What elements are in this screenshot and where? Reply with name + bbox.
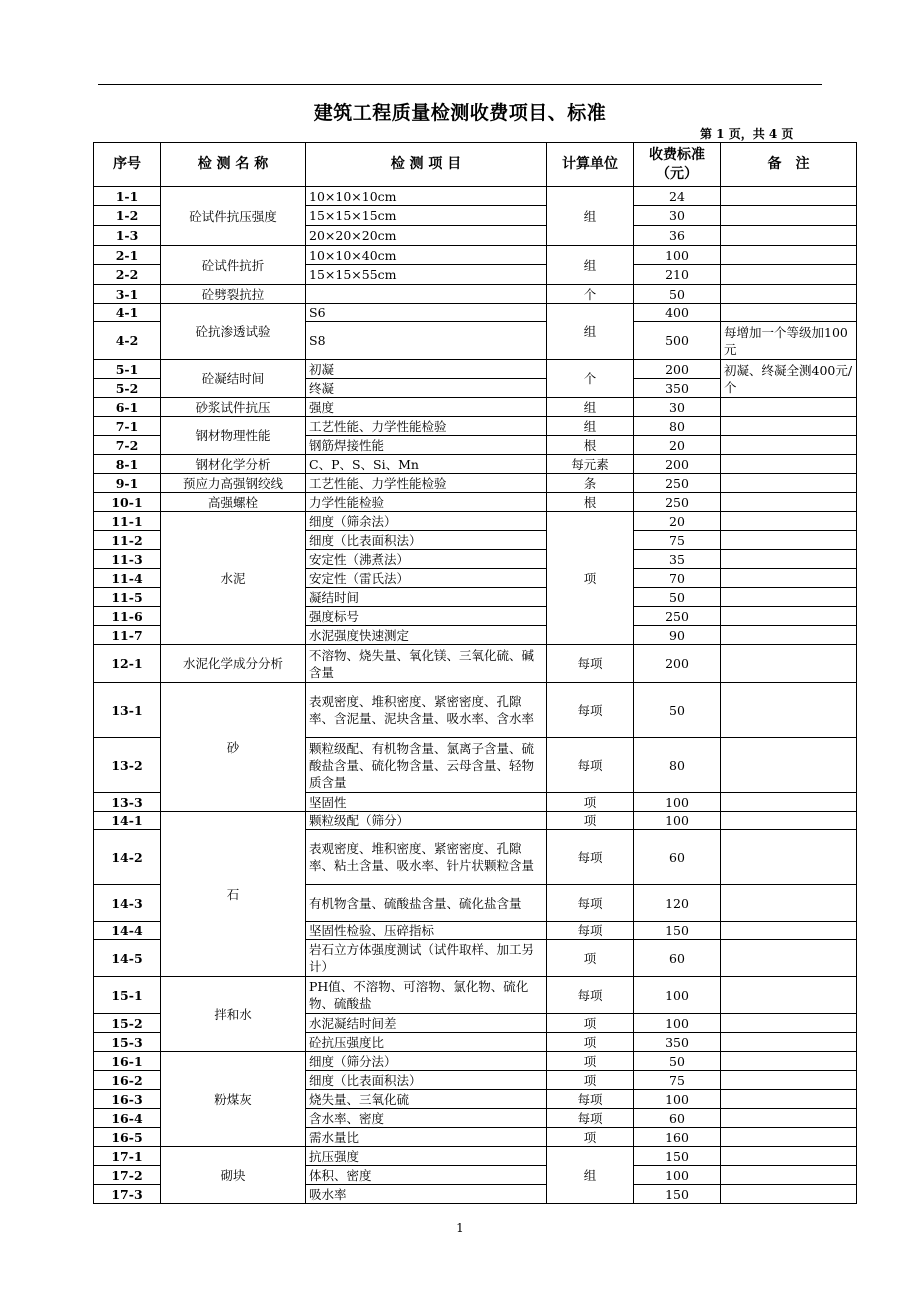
row-seq: 5-2 <box>94 379 161 398</box>
table-row <box>94 360 857 379</box>
table-row <box>94 304 857 322</box>
fee-value: 50 <box>634 285 721 304</box>
test-item <box>306 285 547 304</box>
fee-value: 100 <box>634 977 721 1014</box>
fee-value: 60 <box>634 1109 721 1128</box>
row-seq: 14-3 <box>94 885 161 922</box>
fee-value: 80 <box>634 417 721 436</box>
row-seq: 7-1 <box>94 417 161 436</box>
fee-value: 20 <box>634 436 721 455</box>
row-seq: 15-3 <box>94 1033 161 1052</box>
fee-value: 24 <box>634 187 721 206</box>
row-seq: 4-2 <box>94 322 161 360</box>
calc-unit: 每项 <box>547 683 634 738</box>
test-item: 安定性（沸煮法） <box>306 550 547 569</box>
row-seq: 17-2 <box>94 1166 161 1185</box>
row-seq: 11-5 <box>94 588 161 607</box>
fee-value: 200 <box>634 455 721 474</box>
note-cell <box>721 645 857 683</box>
fee-value: 75 <box>634 1071 721 1090</box>
row-seq: 16-1 <box>94 1052 161 1071</box>
note-cell <box>721 531 857 550</box>
calc-unit: 项 <box>547 812 634 830</box>
calc-unit: 每项 <box>547 977 634 1014</box>
test-name: 砼试件抗折 <box>161 246 306 285</box>
fee-value: 500 <box>634 322 721 360</box>
test-item: 颗粒级配、有机物含量、氯离子含量、硫酸盐含量、硫化物含量、云母含量、轻物质含量 <box>306 738 547 793</box>
row-seq: 14-4 <box>94 922 161 940</box>
row-seq: 11-2 <box>94 531 161 550</box>
row-seq: 9-1 <box>94 474 161 493</box>
calc-unit: 条 <box>547 474 634 493</box>
test-name: 砂 <box>161 683 306 812</box>
test-item: 体积、密度 <box>306 1166 547 1185</box>
test-item: 15×15×15cm <box>306 206 547 226</box>
row-seq: 11-3 <box>94 550 161 569</box>
test-item: 20×20×20cm <box>306 226 547 246</box>
table-row <box>94 512 857 531</box>
test-item: S8 <box>306 322 547 360</box>
row-seq: 16-3 <box>94 1090 161 1109</box>
note-cell <box>721 1071 857 1090</box>
test-item: 颗粒级配（筛分） <box>306 812 547 830</box>
table-row <box>94 812 857 830</box>
calc-unit: 组 <box>547 417 634 436</box>
test-item: 岩石立方体强度测试（试件取样、加工另计） <box>306 940 547 977</box>
calc-unit: 每项 <box>547 830 634 885</box>
row-seq: 11-6 <box>94 607 161 626</box>
test-name: 水泥化学成分分析 <box>161 645 306 683</box>
test-item: 坚固性 <box>306 793 547 812</box>
test-item: 需水量比 <box>306 1128 547 1147</box>
note-cell <box>721 226 857 246</box>
note-cell: 初凝、终凝全测400元/个 <box>721 360 857 398</box>
test-name: 砼试件抗压强度 <box>161 187 306 246</box>
note-cell <box>721 1052 857 1071</box>
fee-value: 30 <box>634 398 721 417</box>
row-seq: 11-7 <box>94 626 161 645</box>
note-cell <box>721 512 857 531</box>
row-seq: 1-3 <box>94 226 161 246</box>
test-name: 砂浆试件抗压 <box>161 398 306 417</box>
note-cell <box>721 206 857 226</box>
test-item: 力学性能检验 <box>306 493 547 512</box>
test-item: 水泥凝结时间差 <box>306 1014 547 1033</box>
note-cell <box>721 1166 857 1185</box>
row-seq: 14-5 <box>94 940 161 977</box>
test-item: 工艺性能、力学性能检验 <box>306 474 547 493</box>
test-item: 含水率、密度 <box>306 1109 547 1128</box>
calc-unit: 项 <box>547 512 634 645</box>
test-item: C、P、S、Si、Mn <box>306 455 547 474</box>
test-item: 15×15×55cm <box>306 265 547 285</box>
test-item: 抗压强度 <box>306 1147 547 1166</box>
fee-value: 350 <box>634 1033 721 1052</box>
calc-unit: 项 <box>547 1128 634 1147</box>
row-seq: 16-5 <box>94 1128 161 1147</box>
table-row <box>94 645 857 683</box>
table-row <box>94 977 857 1014</box>
calc-unit: 组 <box>547 1147 634 1204</box>
fee-value: 150 <box>634 1147 721 1166</box>
note-cell <box>721 830 857 885</box>
calc-unit: 组 <box>547 246 634 285</box>
test-item: 表观密度、堆积密度、紧密密度、孔隙率、粘土含量、吸水率、针片状颗粒含量 <box>306 830 547 885</box>
note-cell <box>721 922 857 940</box>
row-seq: 11-4 <box>94 569 161 588</box>
note-cell <box>721 1109 857 1128</box>
test-name: 钢材物理性能 <box>161 417 306 455</box>
test-item: PH值、不溶物、可溶物、氯化物、硫化物、硫酸盐 <box>306 977 547 1014</box>
table-row <box>94 1147 857 1166</box>
calc-unit: 项 <box>547 1052 634 1071</box>
note-cell <box>721 304 857 322</box>
calc-unit: 每元素 <box>547 455 634 474</box>
calc-unit: 组 <box>547 398 634 417</box>
test-item: 吸水率 <box>306 1185 547 1204</box>
fee-value: 50 <box>634 1052 721 1071</box>
test-name: 砼凝结时间 <box>161 360 306 398</box>
test-item: 有机物含量、硫酸盐含量、硫化盐含量 <box>306 885 547 922</box>
fee-value: 100 <box>634 246 721 265</box>
row-seq: 17-3 <box>94 1185 161 1204</box>
row-seq: 11-1 <box>94 512 161 531</box>
note-cell <box>721 793 857 812</box>
fee-value: 120 <box>634 885 721 922</box>
note-cell <box>721 455 857 474</box>
row-seq: 5-1 <box>94 360 161 379</box>
fee-value: 250 <box>634 493 721 512</box>
test-item: 细度（筛分法） <box>306 1052 547 1071</box>
test-name: 砼劈裂抗拉 <box>161 285 306 304</box>
row-seq: 6-1 <box>94 398 161 417</box>
row-seq: 17-1 <box>94 1147 161 1166</box>
note-cell <box>721 1128 857 1147</box>
fee-value: 50 <box>634 683 721 738</box>
test-name: 石 <box>161 812 306 977</box>
note-cell <box>721 187 857 206</box>
fee-value: 250 <box>634 474 721 493</box>
calc-unit: 组 <box>547 304 634 360</box>
calc-unit: 组 <box>547 187 634 246</box>
table-row <box>94 455 857 474</box>
row-seq: 14-2 <box>94 830 161 885</box>
row-seq: 15-1 <box>94 977 161 1014</box>
note-cell <box>721 1090 857 1109</box>
row-seq: 2-2 <box>94 265 161 285</box>
test-name: 预应力高强钢绞线 <box>161 474 306 493</box>
header-item: 检 测 项 目 <box>306 143 547 187</box>
note-cell <box>721 1147 857 1166</box>
row-seq: 16-4 <box>94 1109 161 1128</box>
table-row <box>94 493 857 512</box>
header-name: 检 测 名 称 <box>161 143 306 187</box>
note-cell <box>721 607 857 626</box>
row-seq: 1-2 <box>94 206 161 226</box>
header-fee: 收费标准（元） <box>634 143 721 187</box>
test-item: 终凝 <box>306 379 547 398</box>
test-name: 砼抗渗透试验 <box>161 304 306 360</box>
row-seq: 13-3 <box>94 793 161 812</box>
fee-value: 60 <box>634 830 721 885</box>
note-cell <box>721 474 857 493</box>
row-seq: 3-1 <box>94 285 161 304</box>
test-item: 坚固性检验、压碎指标 <box>306 922 547 940</box>
fee-value: 400 <box>634 304 721 322</box>
test-item: 砼抗压强度比 <box>306 1033 547 1052</box>
row-seq: 1-1 <box>94 187 161 206</box>
header-rule <box>98 84 822 85</box>
calc-unit: 根 <box>547 436 634 455</box>
test-item: 细度（筛余法） <box>306 512 547 531</box>
row-seq: 16-2 <box>94 1071 161 1090</box>
note-cell: 每增加一个等级加100元 <box>721 322 857 360</box>
note-cell <box>721 1014 857 1033</box>
fee-value: 200 <box>634 645 721 683</box>
table-row <box>94 187 857 206</box>
fee-value: 80 <box>634 738 721 793</box>
test-name: 粉煤灰 <box>161 1052 306 1147</box>
calc-unit: 项 <box>547 1071 634 1090</box>
header-seq: 序号 <box>94 143 161 187</box>
test-item: 初凝 <box>306 360 547 379</box>
note-cell <box>721 588 857 607</box>
calc-unit: 每项 <box>547 1090 634 1109</box>
note-cell <box>721 1185 857 1204</box>
row-seq: 7-2 <box>94 436 161 455</box>
test-item: 钢筋焊接性能 <box>306 436 547 455</box>
fee-value: 250 <box>634 607 721 626</box>
test-item: 凝结时间 <box>306 588 547 607</box>
calc-unit: 个 <box>547 360 634 398</box>
fee-value: 36 <box>634 226 721 246</box>
test-name: 钢材化学分析 <box>161 455 306 474</box>
row-seq: 13-2 <box>94 738 161 793</box>
note-cell <box>721 265 857 285</box>
row-seq: 13-1 <box>94 683 161 738</box>
fee-value: 70 <box>634 569 721 588</box>
note-cell <box>721 977 857 1014</box>
fee-value: 160 <box>634 1128 721 1147</box>
test-item: 强度 <box>306 398 547 417</box>
note-cell <box>721 493 857 512</box>
table-row <box>94 474 857 493</box>
calc-unit: 项 <box>547 1014 634 1033</box>
test-item: 安定性（雷氏法） <box>306 569 547 588</box>
page-number: 1 <box>456 1221 464 1235</box>
header-note: 备 注 <box>721 143 857 187</box>
test-item: S6 <box>306 304 547 322</box>
calc-unit: 每项 <box>547 922 634 940</box>
calc-unit: 每项 <box>547 738 634 793</box>
note-cell <box>721 285 857 304</box>
page-info: 第 1 页，共 4 页 <box>700 127 794 141</box>
fee-value: 350 <box>634 379 721 398</box>
test-name: 水泥 <box>161 512 306 645</box>
table-row <box>94 683 857 738</box>
fee-value: 60 <box>634 940 721 977</box>
row-seq: 2-1 <box>94 246 161 265</box>
row-seq: 14-1 <box>94 812 161 830</box>
fee-table <box>93 142 857 1204</box>
fee-value: 30 <box>634 206 721 226</box>
calc-unit: 个 <box>547 285 634 304</box>
fee-value: 100 <box>634 812 721 830</box>
note-cell <box>721 812 857 830</box>
fee-value: 50 <box>634 588 721 607</box>
fee-value: 100 <box>634 1166 721 1185</box>
calc-unit: 项 <box>547 940 634 977</box>
table-row <box>94 285 857 304</box>
table-row <box>94 1052 857 1071</box>
note-cell <box>721 246 857 265</box>
row-seq: 4-1 <box>94 304 161 322</box>
test-name: 高强螺栓 <box>161 493 306 512</box>
note-cell <box>721 626 857 645</box>
note-cell <box>721 940 857 977</box>
fee-value: 20 <box>634 512 721 531</box>
test-item: 细度（比表面积法） <box>306 1071 547 1090</box>
row-seq: 12-1 <box>94 645 161 683</box>
note-cell <box>721 436 857 455</box>
test-name: 拌和水 <box>161 977 306 1052</box>
note-cell <box>721 738 857 793</box>
table-header-row <box>94 143 857 187</box>
test-item: 强度标号 <box>306 607 547 626</box>
note-cell <box>721 1033 857 1052</box>
fee-value: 75 <box>634 531 721 550</box>
note-cell <box>721 569 857 588</box>
fee-value: 90 <box>634 626 721 645</box>
fee-value: 100 <box>634 793 721 812</box>
test-item: 工艺性能、力学性能检验 <box>306 417 547 436</box>
calc-unit: 每项 <box>547 1109 634 1128</box>
test-item: 细度（比表面积法） <box>306 531 547 550</box>
fee-value: 35 <box>634 550 721 569</box>
calc-unit: 根 <box>547 493 634 512</box>
table-row <box>94 398 857 417</box>
row-seq: 15-2 <box>94 1014 161 1033</box>
test-item: 不溶物、烧失量、氧化镁、三氧化硫、碱含量 <box>306 645 547 683</box>
fee-value: 150 <box>634 922 721 940</box>
note-cell <box>721 885 857 922</box>
calc-unit: 项 <box>547 793 634 812</box>
test-item: 10×10×10cm <box>306 187 547 206</box>
fee-value: 150 <box>634 1185 721 1204</box>
test-name: 砌块 <box>161 1147 306 1204</box>
row-seq: 10-1 <box>94 493 161 512</box>
test-item: 水泥强度快速测定 <box>306 626 547 645</box>
row-seq: 8-1 <box>94 455 161 474</box>
fee-value: 210 <box>634 265 721 285</box>
fee-value: 100 <box>634 1090 721 1109</box>
calc-unit: 项 <box>547 1033 634 1052</box>
calc-unit: 每项 <box>547 645 634 683</box>
test-item: 表观密度、堆积密度、紧密密度、孔隙率、含泥量、泥块含量、吸水率、含水率 <box>306 683 547 738</box>
page-title: 建筑工程质量检测收费项目、标准 <box>313 102 607 124</box>
header-unit: 计算单位 <box>547 143 634 187</box>
test-item: 10×10×40cm <box>306 246 547 265</box>
table-row <box>94 246 857 265</box>
note-cell <box>721 398 857 417</box>
table-row <box>94 417 857 436</box>
note-cell <box>721 417 857 436</box>
note-cell <box>721 550 857 569</box>
note-cell <box>721 683 857 738</box>
fee-value: 200 <box>634 360 721 379</box>
test-item: 烧失量、三氧化硫 <box>306 1090 547 1109</box>
calc-unit: 每项 <box>547 885 634 922</box>
fee-value: 100 <box>634 1014 721 1033</box>
